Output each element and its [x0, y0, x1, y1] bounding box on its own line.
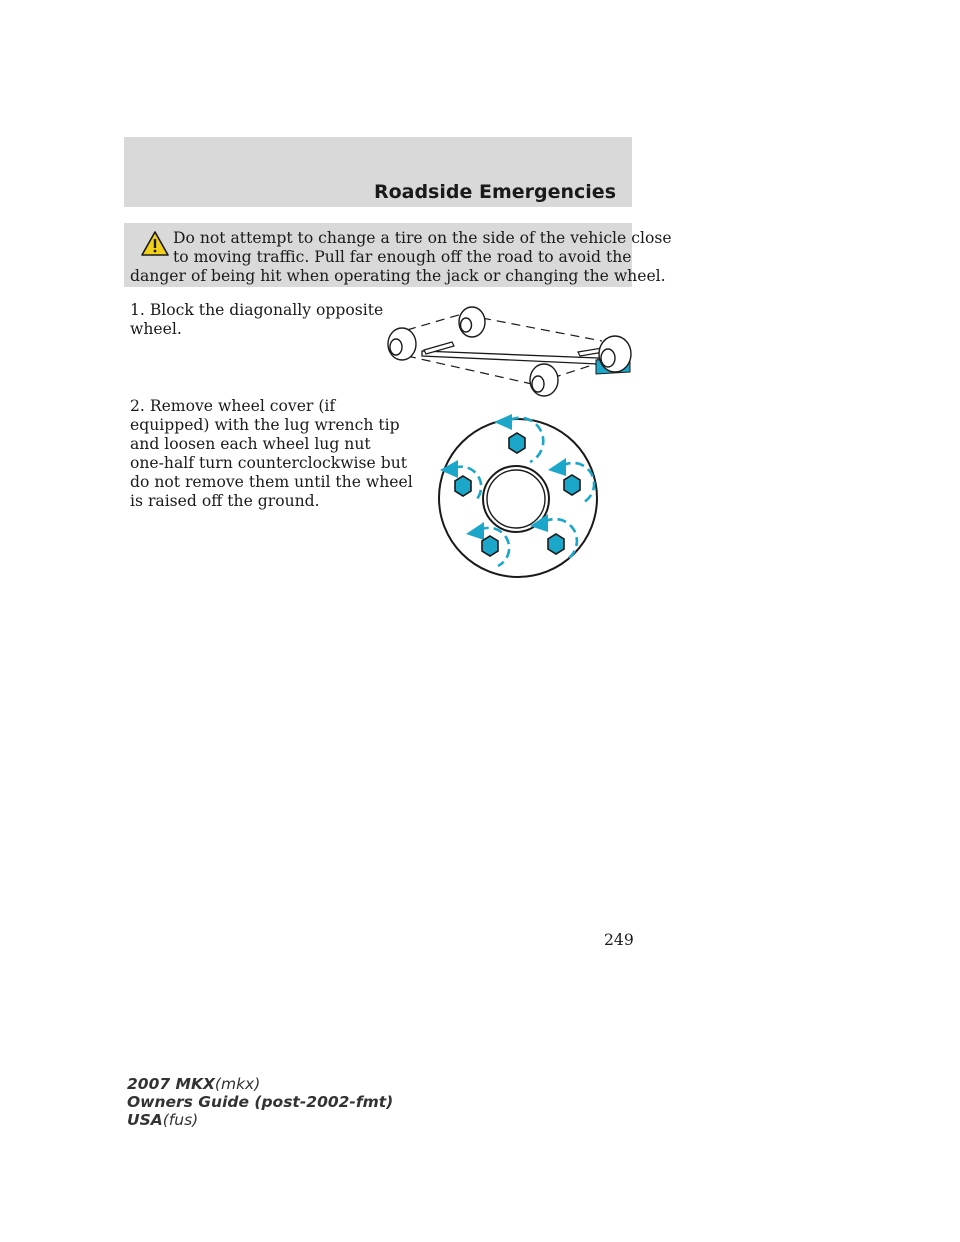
step-text-line: and loosen each wheel lug nut: [130, 435, 371, 453]
footer-line-3: [127, 1111, 393, 1129]
lug-nut-loosening-diagram: [432, 410, 610, 582]
warning-text-line: Do not attempt to change a tire on the side of the vehicle close: [173, 229, 672, 247]
warning-text-line: danger of being hit when operating the jack or changing the wheel.: [130, 267, 666, 285]
step-text-line: do not remove them until the wheel: [130, 473, 413, 491]
document-footer: [127, 1075, 393, 1129]
warning-box: [124, 223, 672, 287]
footer-line-2: [127, 1093, 393, 1111]
footer-line-1: [127, 1075, 393, 1093]
step-text-line: equipped) with the lug wrench tip: [130, 416, 400, 434]
step-2-text: [130, 397, 413, 511]
step-text-line: one-half turn counterclockwise but: [130, 454, 408, 472]
warning-triangle-icon: [140, 230, 170, 257]
step-text-line: 1. Block the diagonally opposite: [130, 301, 384, 319]
footer-market: USA: [127, 1111, 163, 1129]
footer-guide-name: Owners Guide (post-2002-fmt): [127, 1093, 394, 1111]
step-text-line: is raised off the ground.: [130, 492, 320, 510]
step-1-text: [130, 301, 390, 339]
page-number: 249: [604, 931, 634, 949]
footer-market-code: (fus): [162, 1111, 199, 1129]
footer-model-code: (mkx): [214, 1075, 261, 1093]
blocked-wheel-diagram: [382, 296, 638, 400]
step-text-line: wheel.: [130, 320, 182, 338]
section-header-band: [124, 137, 632, 207]
section-title: Roadside Emergencies: [373, 181, 616, 203]
warning-text-line: to moving traffic. Pull far enough off the road to avoid the: [173, 248, 632, 266]
footer-model: 2007 MKX: [127, 1075, 215, 1093]
step-text-line: 2. Remove wheel cover (if: [130, 397, 336, 415]
